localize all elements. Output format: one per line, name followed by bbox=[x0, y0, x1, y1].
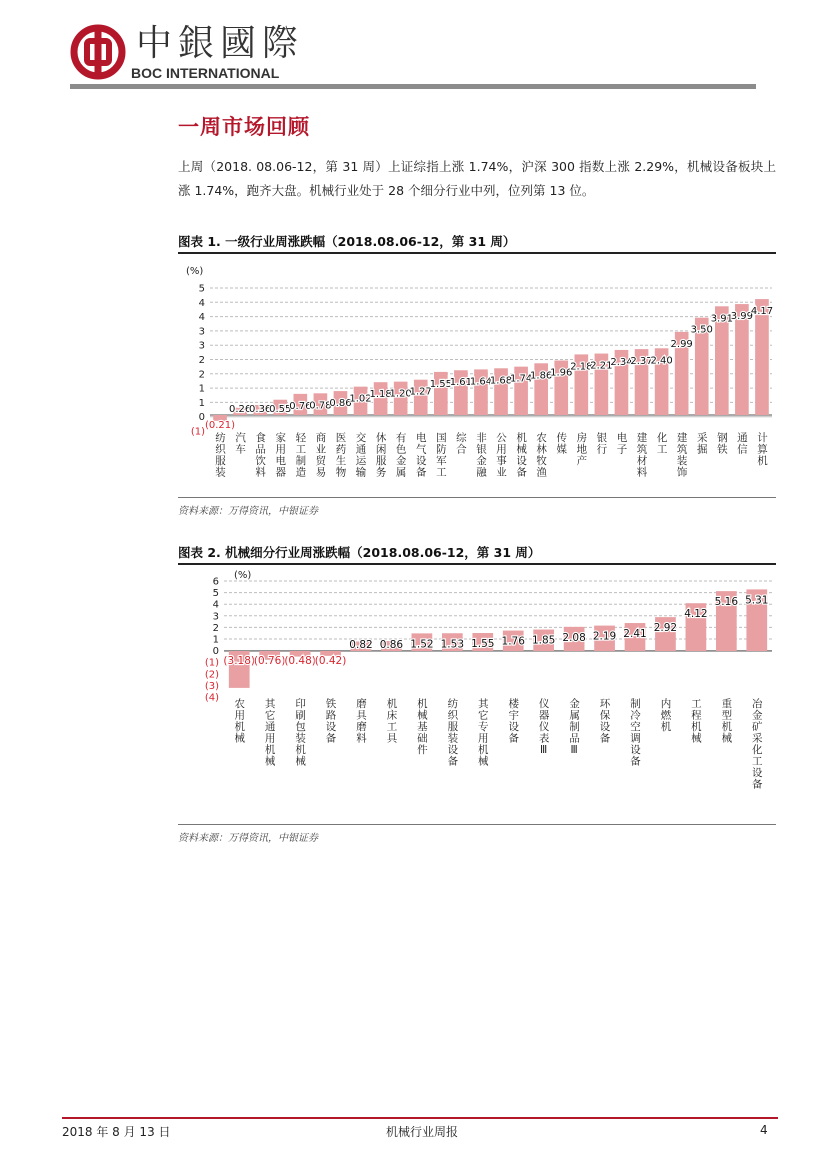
data-label: 0.82 bbox=[349, 639, 373, 651]
data-label: 1.55 bbox=[429, 378, 452, 390]
category-label: 其它专用机械 bbox=[476, 698, 489, 767]
data-label: 2.19 bbox=[592, 630, 617, 643]
data-label: 1.20 bbox=[389, 388, 412, 400]
data-label: (0.48) bbox=[284, 655, 316, 667]
category-label: 仪器仪表Ⅲ bbox=[537, 698, 550, 757]
y-tick-label: 2 bbox=[198, 355, 205, 366]
category-label: 钢铁 bbox=[715, 432, 728, 455]
category-label: 银行 bbox=[595, 432, 608, 455]
data-label: (0.21) bbox=[204, 420, 236, 431]
category-label: 综合 bbox=[454, 432, 467, 455]
category-label: 工程机械 bbox=[689, 698, 702, 744]
data-label: 2.99 bbox=[670, 338, 693, 350]
y-tick-label: 2 bbox=[198, 369, 205, 381]
y-tick-label: (2) bbox=[204, 669, 219, 681]
data-label: 0.76 bbox=[289, 400, 312, 412]
figure1-top-rule bbox=[178, 252, 776, 254]
footer-report-name: 机械行业周报 bbox=[386, 1125, 459, 1139]
data-label: 5.16 bbox=[714, 596, 739, 609]
category-label: 汽车 bbox=[234, 432, 247, 455]
category-label: 商业贸易 bbox=[314, 432, 327, 478]
category-label: 化工 bbox=[655, 432, 668, 455]
category-label: 机械基础件 bbox=[415, 698, 428, 756]
data-label: 1.85 bbox=[531, 634, 556, 647]
y-tick-label: 0 bbox=[212, 646, 219, 658]
data-label: 2.18 bbox=[570, 361, 593, 373]
category-label: 家用电器 bbox=[274, 432, 287, 478]
data-label: 1.18 bbox=[369, 389, 392, 401]
category-label: 交通运输 bbox=[354, 432, 367, 478]
data-label: 2.40 bbox=[650, 355, 673, 367]
header-rule bbox=[70, 84, 756, 89]
data-label: 1.02 bbox=[349, 393, 372, 405]
y-tick-label: 0 bbox=[198, 412, 205, 424]
y-tick-label: 1 bbox=[212, 634, 219, 646]
figure1-source: 资料来源：万得资讯，中银证券 bbox=[178, 506, 318, 517]
figure1-chart bbox=[178, 256, 776, 496]
data-label: 1.27 bbox=[409, 386, 432, 398]
category-label: 房地产 bbox=[575, 432, 588, 467]
data-label: 2.41 bbox=[623, 628, 647, 641]
data-label: 4.12 bbox=[684, 608, 708, 621]
data-label: 1.68 bbox=[489, 375, 513, 387]
y-tick-label: 4 bbox=[212, 599, 219, 611]
category-label: 有色金属 bbox=[394, 432, 407, 478]
category-label: 医药生物 bbox=[334, 432, 347, 478]
category-label: 内燃机 bbox=[659, 698, 672, 733]
category-label: 食品饮料 bbox=[254, 432, 267, 478]
boc-logo bbox=[70, 24, 126, 80]
category-label: 楼宇设备 bbox=[507, 698, 520, 744]
y-tick-label: (1) bbox=[204, 657, 219, 669]
brand-name-en: BOC INTERNATIONAL bbox=[131, 65, 280, 81]
y-tick-label: 4 bbox=[198, 312, 205, 324]
category-label: 采掘 bbox=[695, 432, 708, 455]
category-label: 机床工具 bbox=[385, 698, 398, 744]
category-label: 非银金融 bbox=[474, 432, 487, 478]
data-label: 1.74 bbox=[509, 373, 533, 385]
data-label: 5.31 bbox=[745, 594, 769, 607]
category-label: 磨具磨料 bbox=[355, 698, 367, 744]
y-tick-label: 3 bbox=[198, 326, 205, 338]
data-label: 4.17 bbox=[750, 306, 774, 318]
data-label: 3.99 bbox=[730, 311, 754, 323]
y-tick-label: (1) bbox=[190, 426, 205, 438]
footer-page-number: 4 bbox=[760, 1123, 768, 1137]
data-label: 1.64 bbox=[469, 376, 493, 388]
data-label: 0.26 bbox=[228, 404, 252, 415]
data-label: 0.78 bbox=[309, 400, 332, 412]
category-label: 建筑材料 bbox=[635, 432, 648, 478]
footer-rule bbox=[62, 1117, 778, 1119]
data-label: 0.36 bbox=[249, 404, 272, 415]
category-label: 通信 bbox=[735, 432, 748, 455]
data-label: 2.21 bbox=[590, 360, 613, 372]
category-label: 轻工制造 bbox=[294, 432, 307, 478]
category-label: 印刷包装机械 bbox=[294, 698, 307, 767]
category-label: 环保设备 bbox=[598, 698, 611, 744]
data-label: 1.76 bbox=[501, 635, 525, 648]
data-label: 2.34 bbox=[610, 356, 633, 368]
y-tick-label: 1 bbox=[198, 383, 205, 395]
data-label: 1.86 bbox=[530, 370, 553, 382]
figure1-bottom-rule bbox=[178, 497, 776, 498]
category-label: 纺织服装设备 bbox=[446, 698, 459, 767]
y-tick-label: 3 bbox=[198, 340, 205, 352]
data-label: (0.76) bbox=[253, 655, 286, 667]
category-label: 公用事业 bbox=[495, 432, 508, 478]
data-label: 1.52 bbox=[410, 638, 434, 651]
y-tick-label: 1 bbox=[198, 397, 205, 409]
category-label: 农林牧渔 bbox=[535, 432, 548, 478]
figure1-title: 图表 1. 一级行业周涨跌幅（2018.08.06-12，第 31 周） bbox=[178, 234, 516, 249]
category-label: 铁路设备 bbox=[324, 698, 337, 744]
category-label: 金属制品Ⅲ bbox=[568, 698, 581, 757]
section-title: 一周市场回顾 bbox=[178, 115, 310, 139]
category-label: 计算机 bbox=[755, 432, 768, 467]
data-label: 1.61 bbox=[449, 377, 473, 389]
category-label: 其它通用机械 bbox=[263, 698, 276, 767]
figure2-source: 资料来源：万得资讯，中银证券 bbox=[178, 833, 318, 844]
y-tick-label: (4) bbox=[204, 692, 219, 704]
y-tick-label: 5 bbox=[198, 283, 205, 295]
data-label: 2.37 bbox=[630, 356, 653, 368]
category-label: 农用机械 bbox=[233, 698, 246, 744]
data-label: 0.86 bbox=[379, 639, 404, 651]
figure2-title: 图表 2. 机械细分行业周涨跌幅（2018.08.06-12，第 31 周） bbox=[178, 545, 541, 560]
category-label: 建筑装饰 bbox=[675, 432, 688, 478]
category-label: 传媒 bbox=[555, 432, 568, 455]
category-label: 纺织服装 bbox=[214, 432, 227, 478]
data-label: 0.86 bbox=[329, 398, 352, 410]
brand-name-cn: 中銀國際 bbox=[136, 23, 305, 64]
category-label: 休闲服务 bbox=[374, 432, 387, 478]
data-label: 3.91 bbox=[710, 313, 733, 325]
summary-paragraph: 上周（2018. 08.06-12，第 31 周）上证综指上涨 1.74%，沪深 300 指数上涨 2.29%，机械设备板块上涨 1.74%，跑齐大盘。机械行业处于 28 个细分行业中列，位列第 13 位。 bbox=[178, 159, 776, 198]
y-tick-label: 4 bbox=[198, 297, 205, 309]
y-tick-label: 6 bbox=[212, 576, 219, 588]
y-axis-label: (%) bbox=[186, 266, 204, 277]
data-label: 3.50 bbox=[690, 324, 713, 336]
category-label: 制冷空调设备 bbox=[629, 698, 641, 767]
y-tick-label: 5 bbox=[212, 588, 219, 600]
figure2-bottom-rule bbox=[178, 824, 776, 825]
data-label: (0.42) bbox=[314, 655, 347, 667]
category-label: 重型机械 bbox=[720, 698, 733, 744]
y-tick-label: 3 bbox=[212, 611, 219, 623]
category-label: 冶金矿采化工设备 bbox=[750, 698, 763, 790]
data-label: 2.08 bbox=[562, 631, 586, 644]
figure2-top-rule bbox=[178, 563, 776, 565]
data-label: 0.55 bbox=[269, 404, 292, 415]
y-axis-label: (%) bbox=[234, 570, 252, 581]
category-label: 机械设备 bbox=[515, 432, 528, 478]
data-label: 2.92 bbox=[653, 622, 678, 635]
data-label: 1.96 bbox=[550, 367, 573, 379]
data-label: (3.18) bbox=[223, 655, 256, 667]
category-label: 电子 bbox=[615, 432, 628, 455]
y-tick-label: (3) bbox=[204, 680, 219, 692]
category-label: 电气设备 bbox=[414, 432, 427, 478]
footer-date: 2018 年 8 月 13 日 bbox=[62, 1125, 171, 1139]
data-label: 1.53 bbox=[440, 638, 465, 651]
category-label: 国防军工 bbox=[434, 432, 447, 478]
figure2-chart bbox=[178, 566, 776, 822]
data-label: 1.55 bbox=[471, 638, 495, 651]
y-tick-label: 2 bbox=[212, 622, 219, 634]
